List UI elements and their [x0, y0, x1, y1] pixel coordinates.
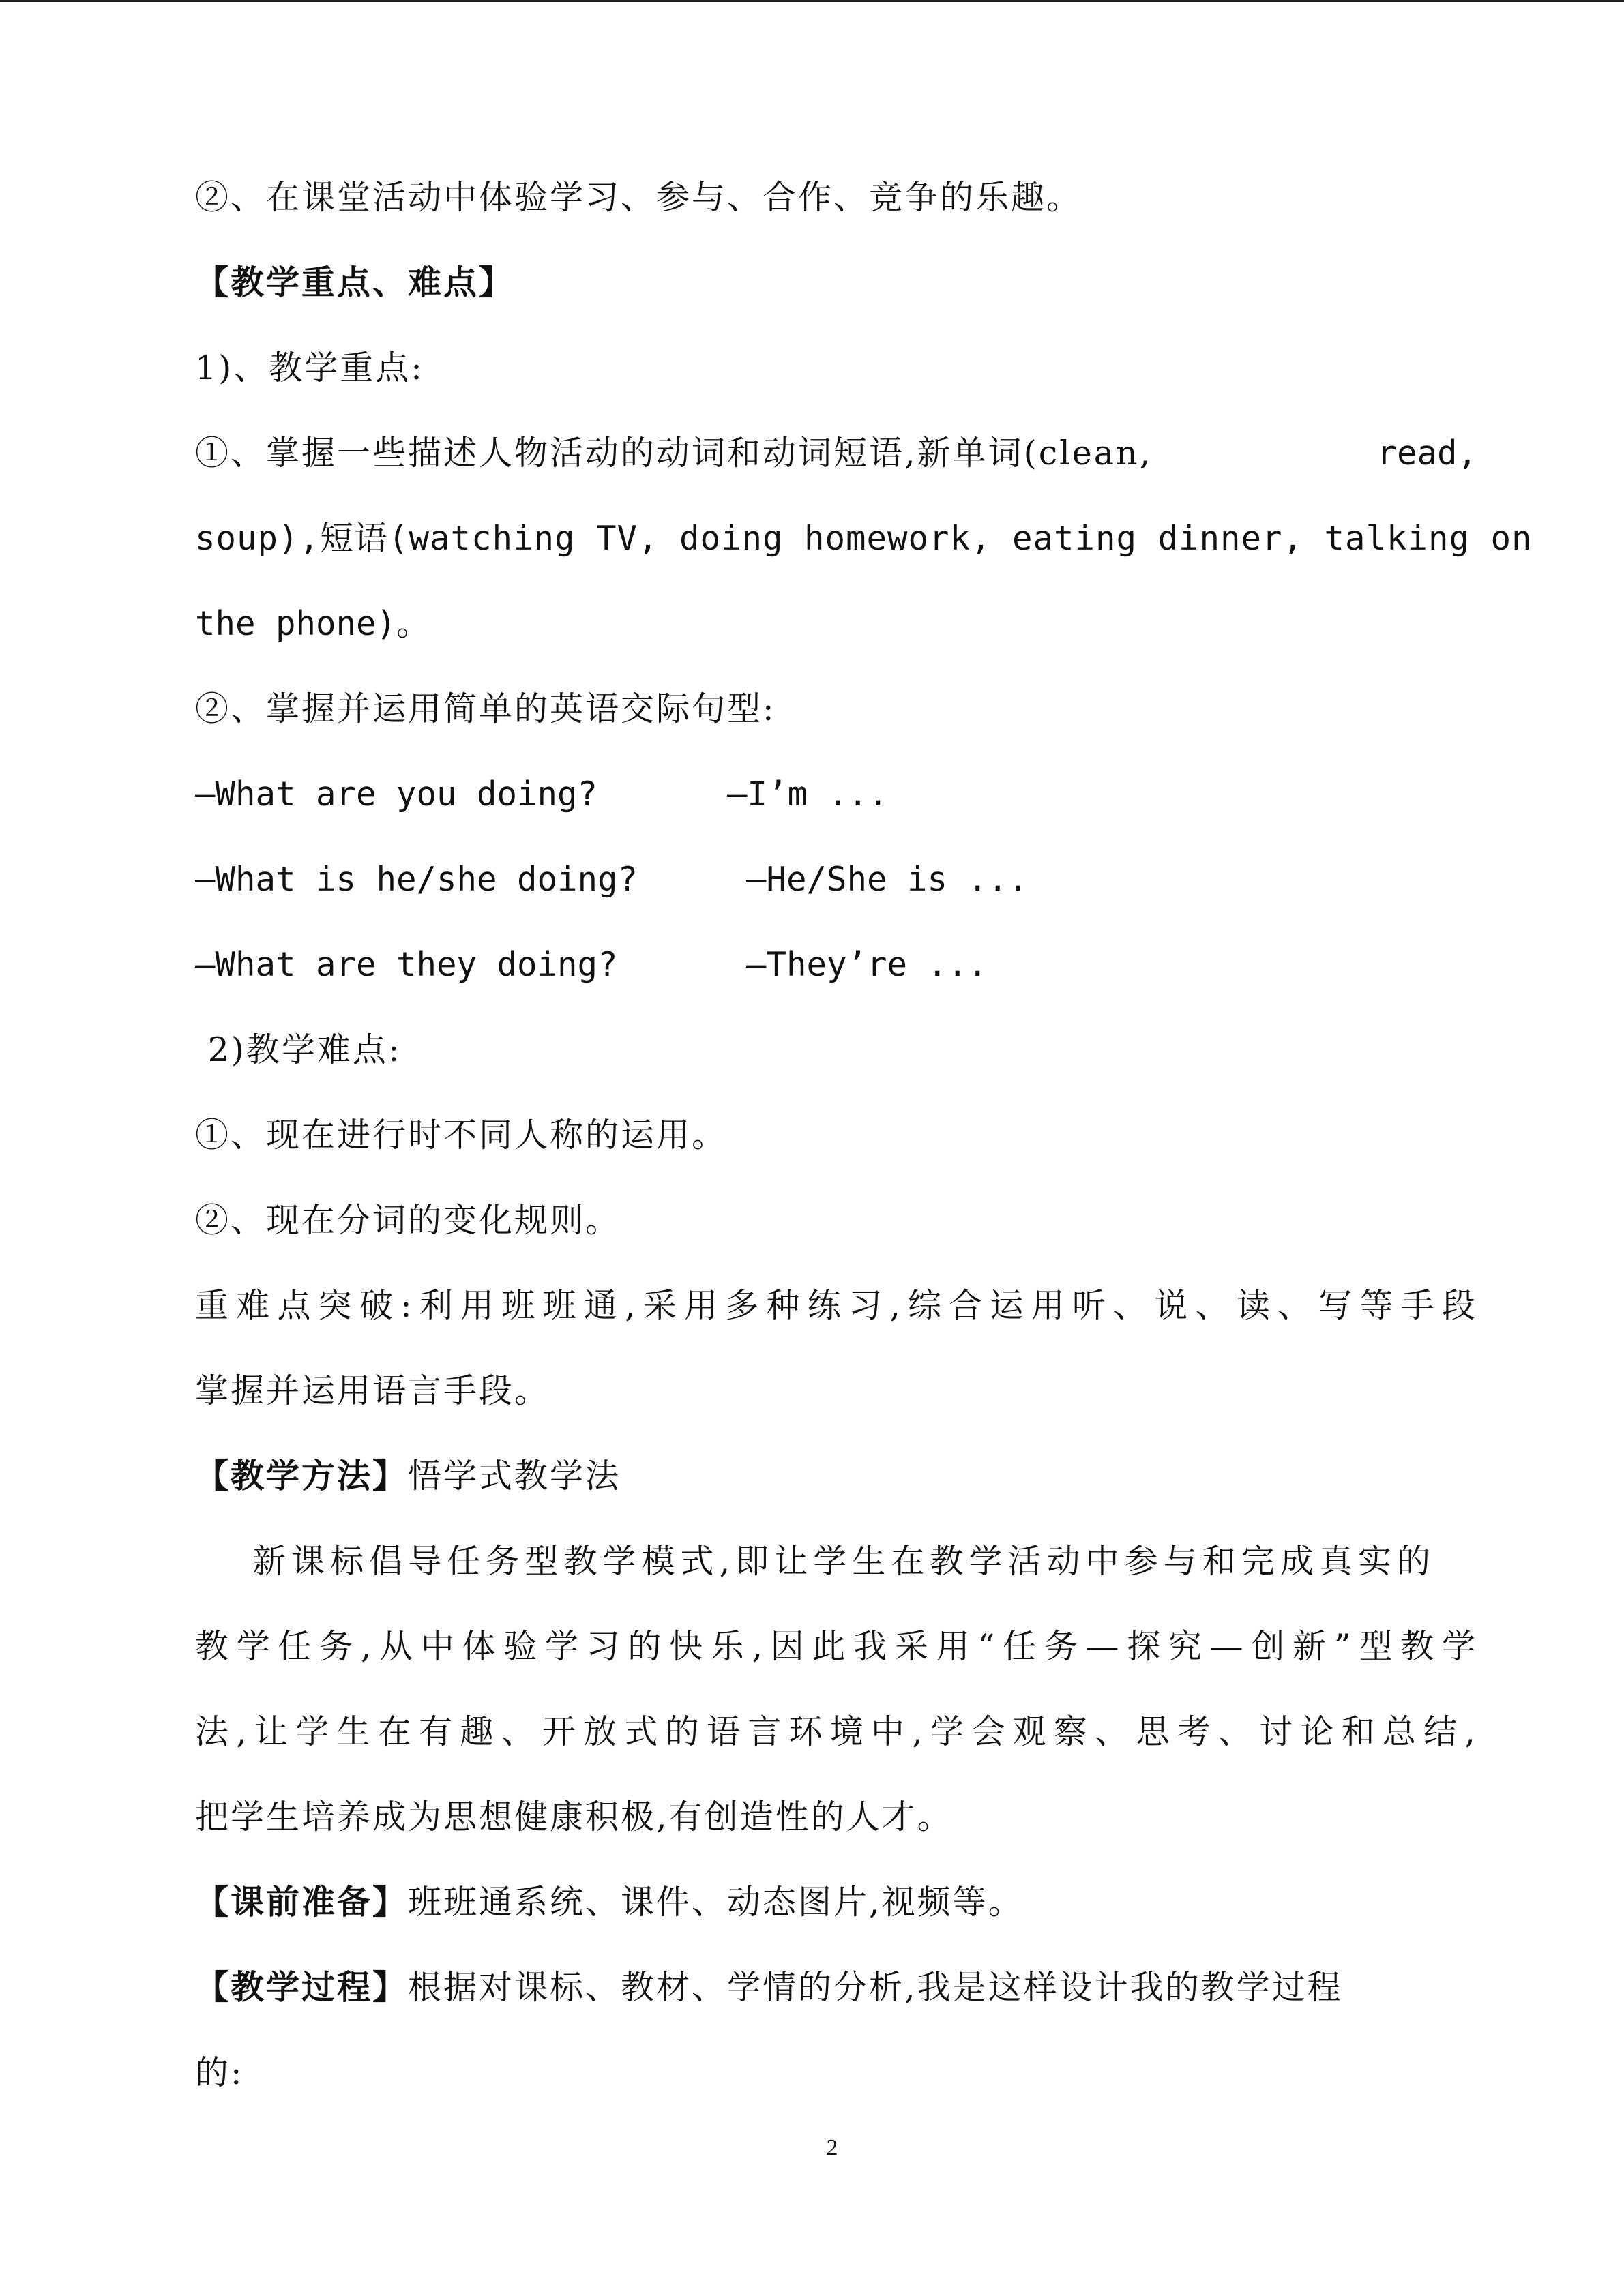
- subheading-key-points: 1)、教学重点:: [195, 348, 424, 387]
- dialog-question-2: —What is he/she doing?: [195, 860, 638, 899]
- method-paragraph-line-2: 教学任务,从中体验学习的快乐,因此我采用“任务—探究—创新”型教学: [195, 1627, 1477, 1666]
- teaching-method-name: 悟学式教学法: [408, 1457, 621, 1495]
- method-paragraph-line-1: 新课标倡导任务型教学模式,即让学生在教学活动中参与和完成真实的: [252, 1542, 1432, 1581]
- key-point-1-line-3: the phone)。: [195, 604, 430, 643]
- breakthrough-line-2: 掌握并运用语言手段。: [195, 1371, 550, 1410]
- method-paragraph-line-3: 法,让学生在有趣、开放式的语言环境中,学会观察、思考、讨论和总结,: [195, 1712, 1477, 1751]
- key-point-2: ②、掌握并运用简单的英语交际句型:: [195, 689, 776, 728]
- heading-teaching-process: 【教学过程】: [195, 1968, 409, 2007]
- breakthrough-line-1: 重难点突破:利用班班通,采用多种练习,综合运用听、说、读、写等手段: [195, 1286, 1477, 1325]
- dialog-line-2: [195, 852, 1477, 907]
- dialog-question-3: —What are they doing?: [195, 945, 618, 984]
- dialog-line-3: [195, 938, 1477, 992]
- dialog-answer-3: —They’re ...: [746, 945, 988, 984]
- dialog-line-1: [195, 767, 1477, 822]
- method-paragraph-line-4: 把学生培养成为思想健康积极,有创造性的人才。: [195, 1798, 953, 1836]
- key-point-1-line-1: [195, 426, 1477, 481]
- teaching-process-text: 根据对课标、教材、学情的分析,我是这样设计我的教学过程: [408, 1968, 1343, 2007]
- process-line-2: 的:: [195, 2053, 244, 2092]
- difficult-point-1: ①、现在进行时不同人称的运用。: [195, 1116, 728, 1154]
- page-number: 2: [826, 2135, 838, 2160]
- prep-line: [195, 1875, 1477, 1930]
- method-line: [195, 1449, 1477, 1504]
- dialog-answer-2: —He/She is ...: [746, 860, 1029, 899]
- key-point-1-text: ①、掌握一些描述人物活动的动词和动词短语,新单词(clean,: [195, 434, 1153, 473]
- key-point-1-trailing-word: read,: [1376, 434, 1477, 473]
- difficult-point-2: ②、现在分词的变化规则。: [195, 1201, 621, 1240]
- subheading-difficult-points: 2)教学难点:: [195, 1030, 402, 1069]
- top-border-line: [0, 0, 1624, 2]
- dialog-question-1: —What are you doing?: [195, 775, 598, 814]
- heading-teaching-method: 【教学方法】: [195, 1457, 409, 1495]
- heading-key-difficult-points: 【教学重点、难点】: [195, 263, 515, 302]
- process-line: [195, 1960, 1477, 2015]
- goal-item-2: ②、在课堂活动中体验学习、参与、合作、竞争的乐趣。: [195, 178, 1082, 217]
- class-prep-text: 班班通系统、课件、动态图片,视频等。: [408, 1883, 1024, 1922]
- heading-class-prep: 【课前准备】: [195, 1883, 409, 1922]
- key-point-1-line-2: soup),短语(watching TV, doing homework, eating dinner, talking on: [195, 519, 1533, 558]
- dialog-answer-1: —I’m ...: [727, 775, 889, 814]
